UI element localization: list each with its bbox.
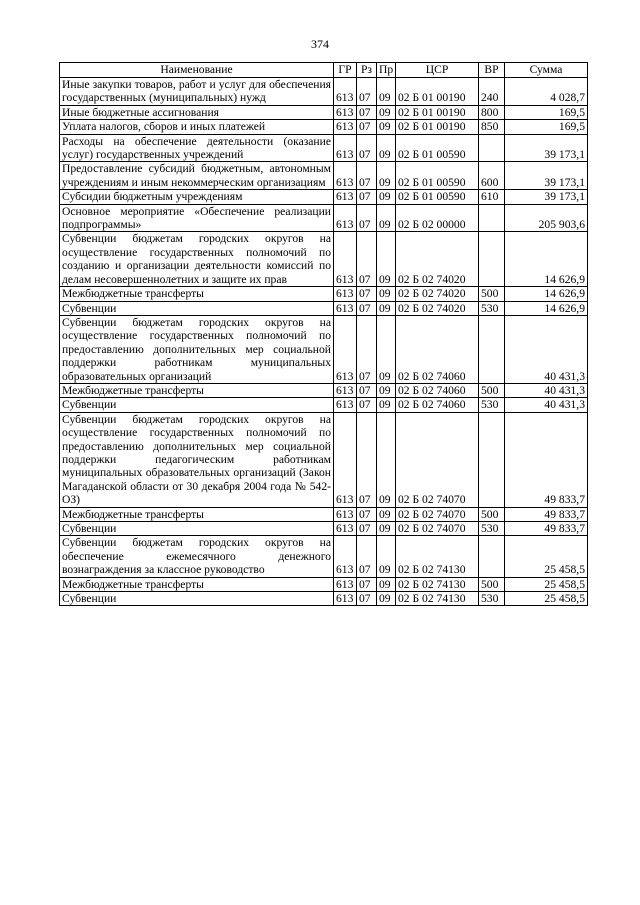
table-row (60, 78, 588, 106)
sum-cell: 4 028,7 (505, 78, 588, 106)
pr-cell: 09 (377, 301, 396, 315)
table-row (60, 536, 588, 577)
name-cell: Межбюджетные трансферты (60, 577, 334, 591)
table-row (60, 105, 588, 119)
pr-cell: 09 (377, 577, 396, 591)
rz-cell: 07 (357, 287, 377, 301)
name-cell: Субвенции бюджетам городских округов на обеспечение ежемесячного денежного вознаграждения за классное руководство (60, 536, 334, 577)
sum-cell: 39 173,1 (505, 190, 588, 204)
name-cell: Субвенции (60, 522, 334, 536)
header-sum: Сумма (505, 63, 588, 78)
csr-cell: 02 Б 02 74130 (396, 577, 479, 591)
table-row (60, 120, 588, 134)
vr-cell: 240 (479, 78, 505, 106)
pr-cell: 09 (377, 134, 396, 162)
pr-cell: 09 (377, 120, 396, 134)
rz-cell: 07 (357, 412, 377, 507)
name-cell: Основное мероприятие «Обеспечение реализации подпрограммы» (60, 204, 334, 232)
rz-cell: 07 (357, 522, 377, 536)
vr-cell: 500 (479, 507, 505, 521)
rz-cell: 07 (357, 301, 377, 315)
csr-cell: 02 Б 02 74060 (396, 383, 479, 397)
pr-cell: 09 (377, 105, 396, 119)
gr-cell: 613 (334, 105, 357, 119)
vr-cell: 530 (479, 301, 505, 315)
name-cell: Субвенции (60, 592, 334, 606)
pr-cell: 09 (377, 398, 396, 412)
gr-cell: 613 (334, 522, 357, 536)
table-row (60, 383, 588, 397)
csr-cell: 02 Б 02 00000 (396, 204, 479, 232)
rz-cell: 07 (357, 536, 377, 577)
pr-cell: 09 (377, 287, 396, 301)
csr-cell: 02 Б 02 74020 (396, 232, 479, 287)
pr-cell: 09 (377, 78, 396, 106)
pr-cell: 09 (377, 383, 396, 397)
vr-cell: 850 (479, 120, 505, 134)
table-row (60, 134, 588, 162)
vr-cell: 530 (479, 522, 505, 536)
sum-cell: 169,5 (505, 105, 588, 119)
csr-cell: 02 Б 02 74070 (396, 412, 479, 507)
rz-cell: 07 (357, 315, 377, 383)
vr-cell: 530 (479, 592, 505, 606)
header-pr: Пр (377, 63, 396, 78)
gr-cell: 613 (334, 134, 357, 162)
page-number: 374 (311, 37, 329, 51)
name-cell: Субвенции бюджетам городских округов на осуществление государственных полномочий по созданию и организации деятельности комиссий по делам несовершеннолетних и защите их прав (60, 232, 334, 287)
sum-cell: 40 431,3 (505, 383, 588, 397)
header-name: Наименование (60, 63, 334, 78)
name-cell: Предоставление субсидий бюджетным, автономным учреждениям и иным некоммерческим организациям (60, 162, 334, 190)
gr-cell: 613 (334, 577, 357, 591)
rz-cell: 07 (357, 398, 377, 412)
csr-cell: 02 Б 02 74130 (396, 536, 479, 577)
gr-cell: 613 (334, 412, 357, 507)
table-body (60, 78, 588, 606)
csr-cell: 02 Б 01 00190 (396, 78, 479, 106)
rz-cell: 07 (357, 383, 377, 397)
gr-cell: 613 (334, 162, 357, 190)
pr-cell: 09 (377, 204, 396, 232)
rz-cell: 07 (357, 232, 377, 287)
csr-cell: 02 Б 02 74020 (396, 301, 479, 315)
sum-cell: 49 833,7 (505, 522, 588, 536)
rz-cell: 07 (357, 162, 377, 190)
vr-cell: 500 (479, 383, 505, 397)
table-row (60, 412, 588, 507)
pr-cell: 09 (377, 232, 396, 287)
name-cell: Субвенции бюджетам городских округов на осуществление государственных полномочий по предоставлению дополнительных мер социальной поддержки работникам муниципальных образовательных организаций (60, 315, 334, 383)
table-row (60, 592, 588, 606)
csr-cell: 02 Б 02 74130 (396, 592, 479, 606)
sum-cell: 39 173,1 (505, 134, 588, 162)
pr-cell: 09 (377, 522, 396, 536)
table-row (60, 507, 588, 521)
sum-cell: 25 458,5 (505, 592, 588, 606)
header-rz: Рз (357, 63, 377, 78)
sum-cell: 14 626,9 (505, 301, 588, 315)
sum-cell: 40 431,3 (505, 398, 588, 412)
vr-cell: 500 (479, 577, 505, 591)
gr-cell: 613 (334, 78, 357, 106)
gr-cell: 613 (334, 383, 357, 397)
rz-cell: 07 (357, 134, 377, 162)
csr-cell: 02 Б 02 74070 (396, 507, 479, 521)
csr-cell: 02 Б 02 74020 (396, 287, 479, 301)
csr-cell: 02 Б 01 00190 (396, 120, 479, 134)
sum-cell: 39 173,1 (505, 162, 588, 190)
table-header (60, 63, 588, 78)
csr-cell: 02 Б 02 74060 (396, 398, 479, 412)
gr-cell: 613 (334, 120, 357, 134)
table-row (60, 577, 588, 591)
gr-cell: 613 (334, 592, 357, 606)
sum-cell: 25 458,5 (505, 577, 588, 591)
table-row (60, 287, 588, 301)
header-gr: ГР (334, 63, 357, 78)
rz-cell: 07 (357, 204, 377, 232)
vr-cell: 800 (479, 105, 505, 119)
pr-cell: 09 (377, 536, 396, 577)
vr-cell: 530 (479, 398, 505, 412)
name-cell: Субвенции (60, 398, 334, 412)
gr-cell: 613 (334, 190, 357, 204)
rz-cell: 07 (357, 120, 377, 134)
gr-cell: 613 (334, 315, 357, 383)
table-row (60, 522, 588, 536)
gr-cell: 613 (334, 287, 357, 301)
table-row (60, 315, 588, 383)
gr-cell: 613 (334, 232, 357, 287)
sum-cell: 169,5 (505, 120, 588, 134)
table-row (60, 190, 588, 204)
gr-cell: 613 (334, 398, 357, 412)
sum-cell: 14 626,9 (505, 287, 588, 301)
pr-cell: 09 (377, 412, 396, 507)
vr-cell: 500 (479, 287, 505, 301)
name-cell: Уплата налогов, сборов и иных платежей (60, 120, 334, 134)
name-cell: Субвенции (60, 301, 334, 315)
rz-cell: 07 (357, 507, 377, 521)
table-row (60, 232, 588, 287)
sum-cell: 49 833,7 (505, 412, 588, 507)
vr-cell (479, 315, 505, 383)
name-cell: Межбюджетные трансферты (60, 287, 334, 301)
name-cell: Расходы на обеспечение деятельности (оказание услуг) государственных учреждений (60, 134, 334, 162)
csr-cell: 02 Б 02 74060 (396, 315, 479, 383)
table-row (60, 204, 588, 232)
pr-cell: 09 (377, 315, 396, 383)
rz-cell: 07 (357, 105, 377, 119)
rz-cell: 07 (357, 577, 377, 591)
vr-cell (479, 536, 505, 577)
csr-cell: 02 Б 01 00190 (396, 105, 479, 119)
vr-cell: 600 (479, 162, 505, 190)
sum-cell: 14 626,9 (505, 232, 588, 287)
name-cell: Иные бюджетные ассигнования (60, 105, 334, 119)
name-cell: Субсидии бюджетным учреждениям (60, 190, 334, 204)
budget-table (59, 62, 588, 606)
name-cell: Межбюджетные трансферты (60, 507, 334, 521)
gr-cell: 613 (334, 301, 357, 315)
csr-cell: 02 Б 02 74070 (396, 522, 479, 536)
pr-cell: 09 (377, 162, 396, 190)
csr-cell: 02 Б 01 00590 (396, 162, 479, 190)
gr-cell: 613 (334, 507, 357, 521)
pr-cell: 09 (377, 592, 396, 606)
header-row (60, 63, 588, 78)
vr-cell (479, 412, 505, 507)
csr-cell: 02 Б 01 00590 (396, 190, 479, 204)
table-row (60, 162, 588, 190)
header-csr: ЦСР (396, 63, 479, 78)
gr-cell: 613 (334, 204, 357, 232)
rz-cell: 07 (357, 592, 377, 606)
vr-cell (479, 204, 505, 232)
name-cell: Субвенции бюджетам городских округов на осуществление государственных полномочий по предоставлению дополнительных мер социальной поддержки педагогическим работникам муниципальных образовательных организаций (Закон Магаданской области от 30 декабря 2004 года № 542-ОЗ) (60, 412, 334, 507)
gr-cell: 613 (334, 536, 357, 577)
name-cell: Иные закупки товаров, работ и услуг для обеспечения государственных (муниципальных) нужд (60, 78, 334, 106)
name-cell: Межбюджетные трансферты (60, 383, 334, 397)
header-vr: ВР (479, 63, 505, 78)
vr-cell (479, 134, 505, 162)
rz-cell: 07 (357, 78, 377, 106)
sum-cell: 49 833,7 (505, 507, 588, 521)
pr-cell: 09 (377, 190, 396, 204)
vr-cell: 610 (479, 190, 505, 204)
rz-cell: 07 (357, 190, 377, 204)
csr-cell: 02 Б 01 00590 (396, 134, 479, 162)
table-row (60, 398, 588, 412)
vr-cell (479, 232, 505, 287)
table-row (60, 301, 588, 315)
pr-cell: 09 (377, 507, 396, 521)
sum-cell: 205 903,6 (505, 204, 588, 232)
sum-cell: 40 431,3 (505, 315, 588, 383)
sum-cell: 25 458,5 (505, 536, 588, 577)
